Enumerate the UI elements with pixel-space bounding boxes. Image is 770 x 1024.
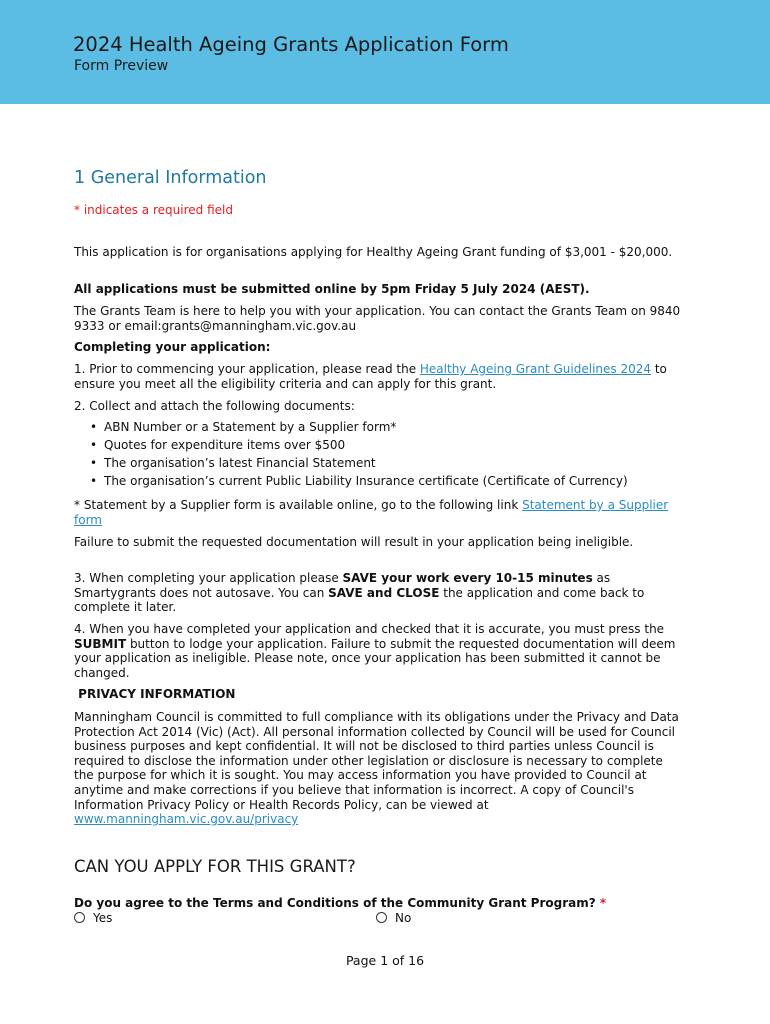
list-item: • Quotes for expenditure items over $500 — [74, 438, 686, 456]
list-item: • The organisation’s current Public Liability Insurance certificate (Certificate of Currency) — [74, 474, 686, 492]
step-4-text-b: button to lodge your application. Failure to submit the requested documentation will deem your application as ineligible. Please note, once your application has been submitted it cannot be changed. — [74, 636, 676, 680]
required-field-note: * indicates a required field — [74, 203, 233, 217]
step-1-suffix: to ensure you meet all the eligibility criteria and can apply for this grant. — [74, 362, 667, 391]
form-subtitle: Form Preview — [74, 58, 169, 74]
required-star: * — [599, 896, 607, 910]
step-4 — [74, 622, 686, 680]
section-title: 1 General Information — [74, 168, 267, 188]
step-3-text-b: as Smartygrants does not autosave. You can — [74, 571, 611, 600]
guidelines-link[interactable]: Healthy Ageing Grant Guidelines 2024 — [419, 362, 652, 376]
step-1-prefix: 1. Prior to commencing your application, please read the — [74, 362, 420, 376]
step-1 — [74, 362, 686, 391]
apply-section-title: CAN YOU APPLY FOR THIS GRANT? — [74, 857, 356, 876]
failure-text: Failure to submit the requested documentation will result in your application being ineligible. — [74, 535, 634, 549]
step-4-bold: SUBMIT — [74, 636, 127, 651]
form-header — [0, 0, 770, 104]
contact-text: The Grants Team is here to help you with your application. You can contact the Grants Team on 9840 9333 or email:grants@manningham.vic.gov.au — [74, 304, 681, 333]
privacy-body: Manningham Council is committed to full compliance with its obligations under the Privacy and Data Protection Act 2014 (Vic) (Act). All personal information collected by Council will be used for Council business purposes and kept confidential. It will not be disclosed to third parties unless Council is required to disclose the information under other legislation or disclosure is necessary to complete the purpose for which it is sought. You may access information you have provided to Council at anytime and make corrections if you believe that information is incorrect. A copy of Council's Information Privacy Policy or Health Records Policy, can be viewed at — [74, 710, 679, 812]
option-yes-label: Yes — [93, 911, 113, 925]
option-no-label: No — [395, 911, 412, 925]
step-2: 2. Collect and attach the following documents: — [74, 399, 355, 413]
step-3-bold-a: SAVE your work every 10-15 minutes — [342, 571, 593, 585]
step-3 — [74, 571, 686, 615]
terms-question-text: Do you agree to the Terms and Conditions of the Community Grant Program? — [74, 896, 596, 910]
eligibility-text: This application is for organisations applying for Healthy Ageing Grant funding of $3,001 - $20,000. — [74, 245, 673, 259]
deadline-text: All applications must be submitted online by 5pm Friday 5 July 2024 (AEST). — [74, 282, 590, 296]
step-4-text-a: 4. When you have completed your application and checked that it is accurate, you must press the — [74, 622, 665, 636]
completing-heading: Completing your application: — [74, 340, 271, 354]
privacy-link[interactable]: www.manningham.vic.gov.au/privacy — [74, 812, 299, 827]
supplier-note-prefix: * Statement by a Supplier form is available online, go to the following link — [74, 498, 523, 512]
list-item: • The organisation’s latest Financial Statement — [74, 456, 686, 474]
page-number: Page 1 of 16 — [345, 953, 425, 968]
step-3-bold-b: SAVE and CLOSE — [328, 585, 440, 600]
option-yes[interactable] — [74, 911, 112, 926]
documents-list — [74, 420, 686, 492]
step-3-text-c: the application and come back to complete it later. — [74, 585, 645, 615]
terms-question — [74, 896, 686, 911]
privacy-text — [74, 710, 686, 827]
radio-yes[interactable] — [74, 912, 85, 923]
supplier-form-link[interactable]: Statement by a Supplier form — [74, 498, 669, 527]
privacy-heading: PRIVACY INFORMATION — [74, 687, 236, 701]
option-no[interactable] — [376, 911, 411, 926]
supplier-note — [74, 498, 686, 527]
radio-no[interactable] — [376, 912, 387, 923]
form-title: 2024 Health Ageing Grants Application Form — [73, 33, 509, 56]
list-item: • ABN Number or a Statement by a Supplier form* — [74, 420, 686, 438]
step-3-text-a: 3. When completing your application please — [74, 571, 343, 585]
